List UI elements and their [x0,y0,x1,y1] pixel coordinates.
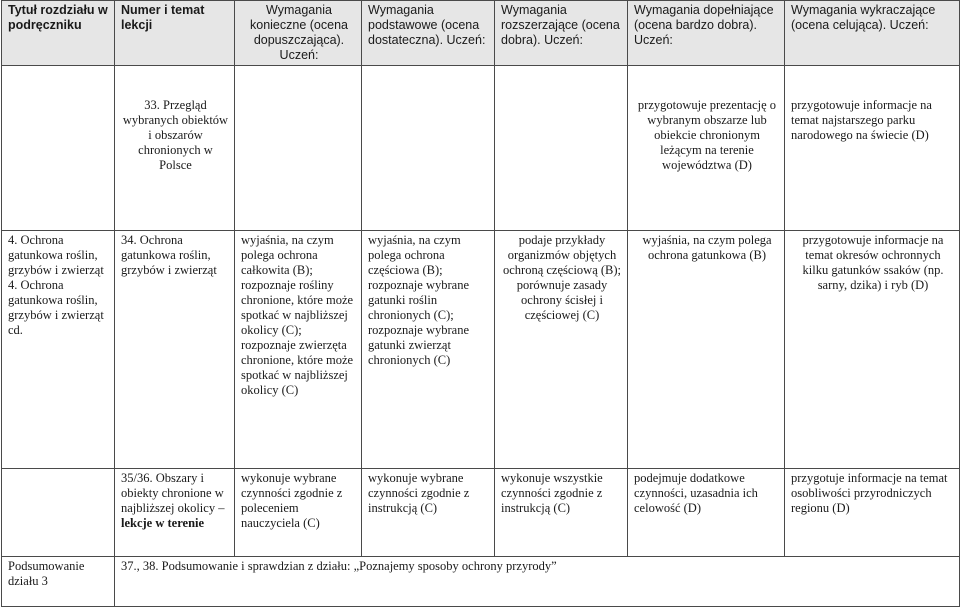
header-extended: Wymagania rozszerzające (ocena dobra). Uczeń: [495,1,628,66]
table-cell-empty [235,66,362,231]
requirement-cell: wykonuje wszystkie czynności zgodnie z instrukcją (C) [495,469,628,557]
lesson-cell [115,66,235,231]
header-required: Wymagania konieczne (ocena dopuszczająca). Uczeń: [235,1,362,66]
header-exceeding: Wymagania wykraczające (ocena celująca). Uczeń: [785,1,960,66]
table-cell-empty [495,66,628,231]
table-cell-empty [362,66,495,231]
requirement-cell: wykonuje wybrane czynności zgodnie z poleceniem nauczyciela (C) [235,469,362,557]
requirement-cell [785,66,960,231]
lesson-title: 33. Przegląd wybranych obiektów i obszarów chronionych w Polsce [122,98,229,172]
requirement-cell: przygotuje informacje na temat osobliwości przyrodniczych regionu (D) [785,469,960,557]
header-complementary: Wymagania dopełniające (ocena bardzo dobra). Uczeń: [628,1,785,66]
lesson-cell [115,469,235,557]
table-row [2,66,960,231]
requirement-cell: wykonuje wybrane czynności zgodnie z instrukcją (C) [362,469,495,557]
summary-cell: 37., 38. Podsumowanie i sprawdzian z działu: „Poznajemy sposoby ochrony przyrody” [115,557,960,607]
requirement-text: przygotowuje informacje na temat najstarszego parku narodowego na świecie (D) [791,98,932,142]
requirement-cell: wyjaśnia, na czym polega ochrona częściowa (B); rozpoznaje wybrane gatunki roślin chronionych (C); rozpoznaje wybrane gatunki zwierząt chronionych (C) [362,231,495,469]
lesson-title-emphasis: lekcje w terenie [121,516,205,530]
requirement-cell [628,66,785,231]
lesson-title: 35/36. Obszary i obiekty chronione w najbliższej okolicy – [121,471,225,515]
chapter-cell: 4. Ochrona gatunkowa roślin, grzybów i zwierząt 4. Ochrona gatunkowa roślin, grzybów i zwierząt cd. [2,231,115,469]
chapter-cell: Podsumowanie działu 3 [2,557,115,607]
table-cell-empty [2,469,115,557]
table-row [2,557,960,607]
header-chapter-title: Tytuł rozdziału w podręczniku [2,1,115,66]
requirement-cell: wyjaśnia, na czym polega ochrona gatunkowa (B) [628,231,785,469]
requirements-table [1,0,960,607]
table-row [2,231,960,469]
requirement-cell: podejmuje dodatkowe czynności, uzasadnia ich celowość (D) [628,469,785,557]
header-basic: Wymagania podstawowe (ocena dostateczna). Uczeń: [362,1,495,66]
table-cell-empty [2,66,115,231]
table-row [2,469,960,557]
requirement-text: przygotowuje prezentację o wybranym obszarze lub obiekcie chronionym leżącym na terenie województwa (D) [637,98,777,172]
header-row [2,1,960,66]
requirement-cell: wyjaśnia, na czym polega ochrona całkowita (B); rozpoznaje rośliny chronione, które może spotkać w najbliższej okolicy (C); rozpoznaje zwierzęta chronione, które może spotkać w najbliższej okolicy (C) [235,231,362,469]
lesson-cell: 34. Ochrona gatunkowa roślin, grzybów i zwierząt [115,231,235,469]
header-lesson-number: Numer i temat lekcji [115,1,235,66]
requirement-cell: podaje przykłady organizmów objętych ochroną częściową (B); porównuje zasady ochrony ścisłej i częściowej (C) [495,231,628,469]
requirement-cell: przygotowuje informacje na temat okresów ochronnych kilku gatunków ssaków (np. sarny, dzika) i ryb (D) [785,231,960,469]
